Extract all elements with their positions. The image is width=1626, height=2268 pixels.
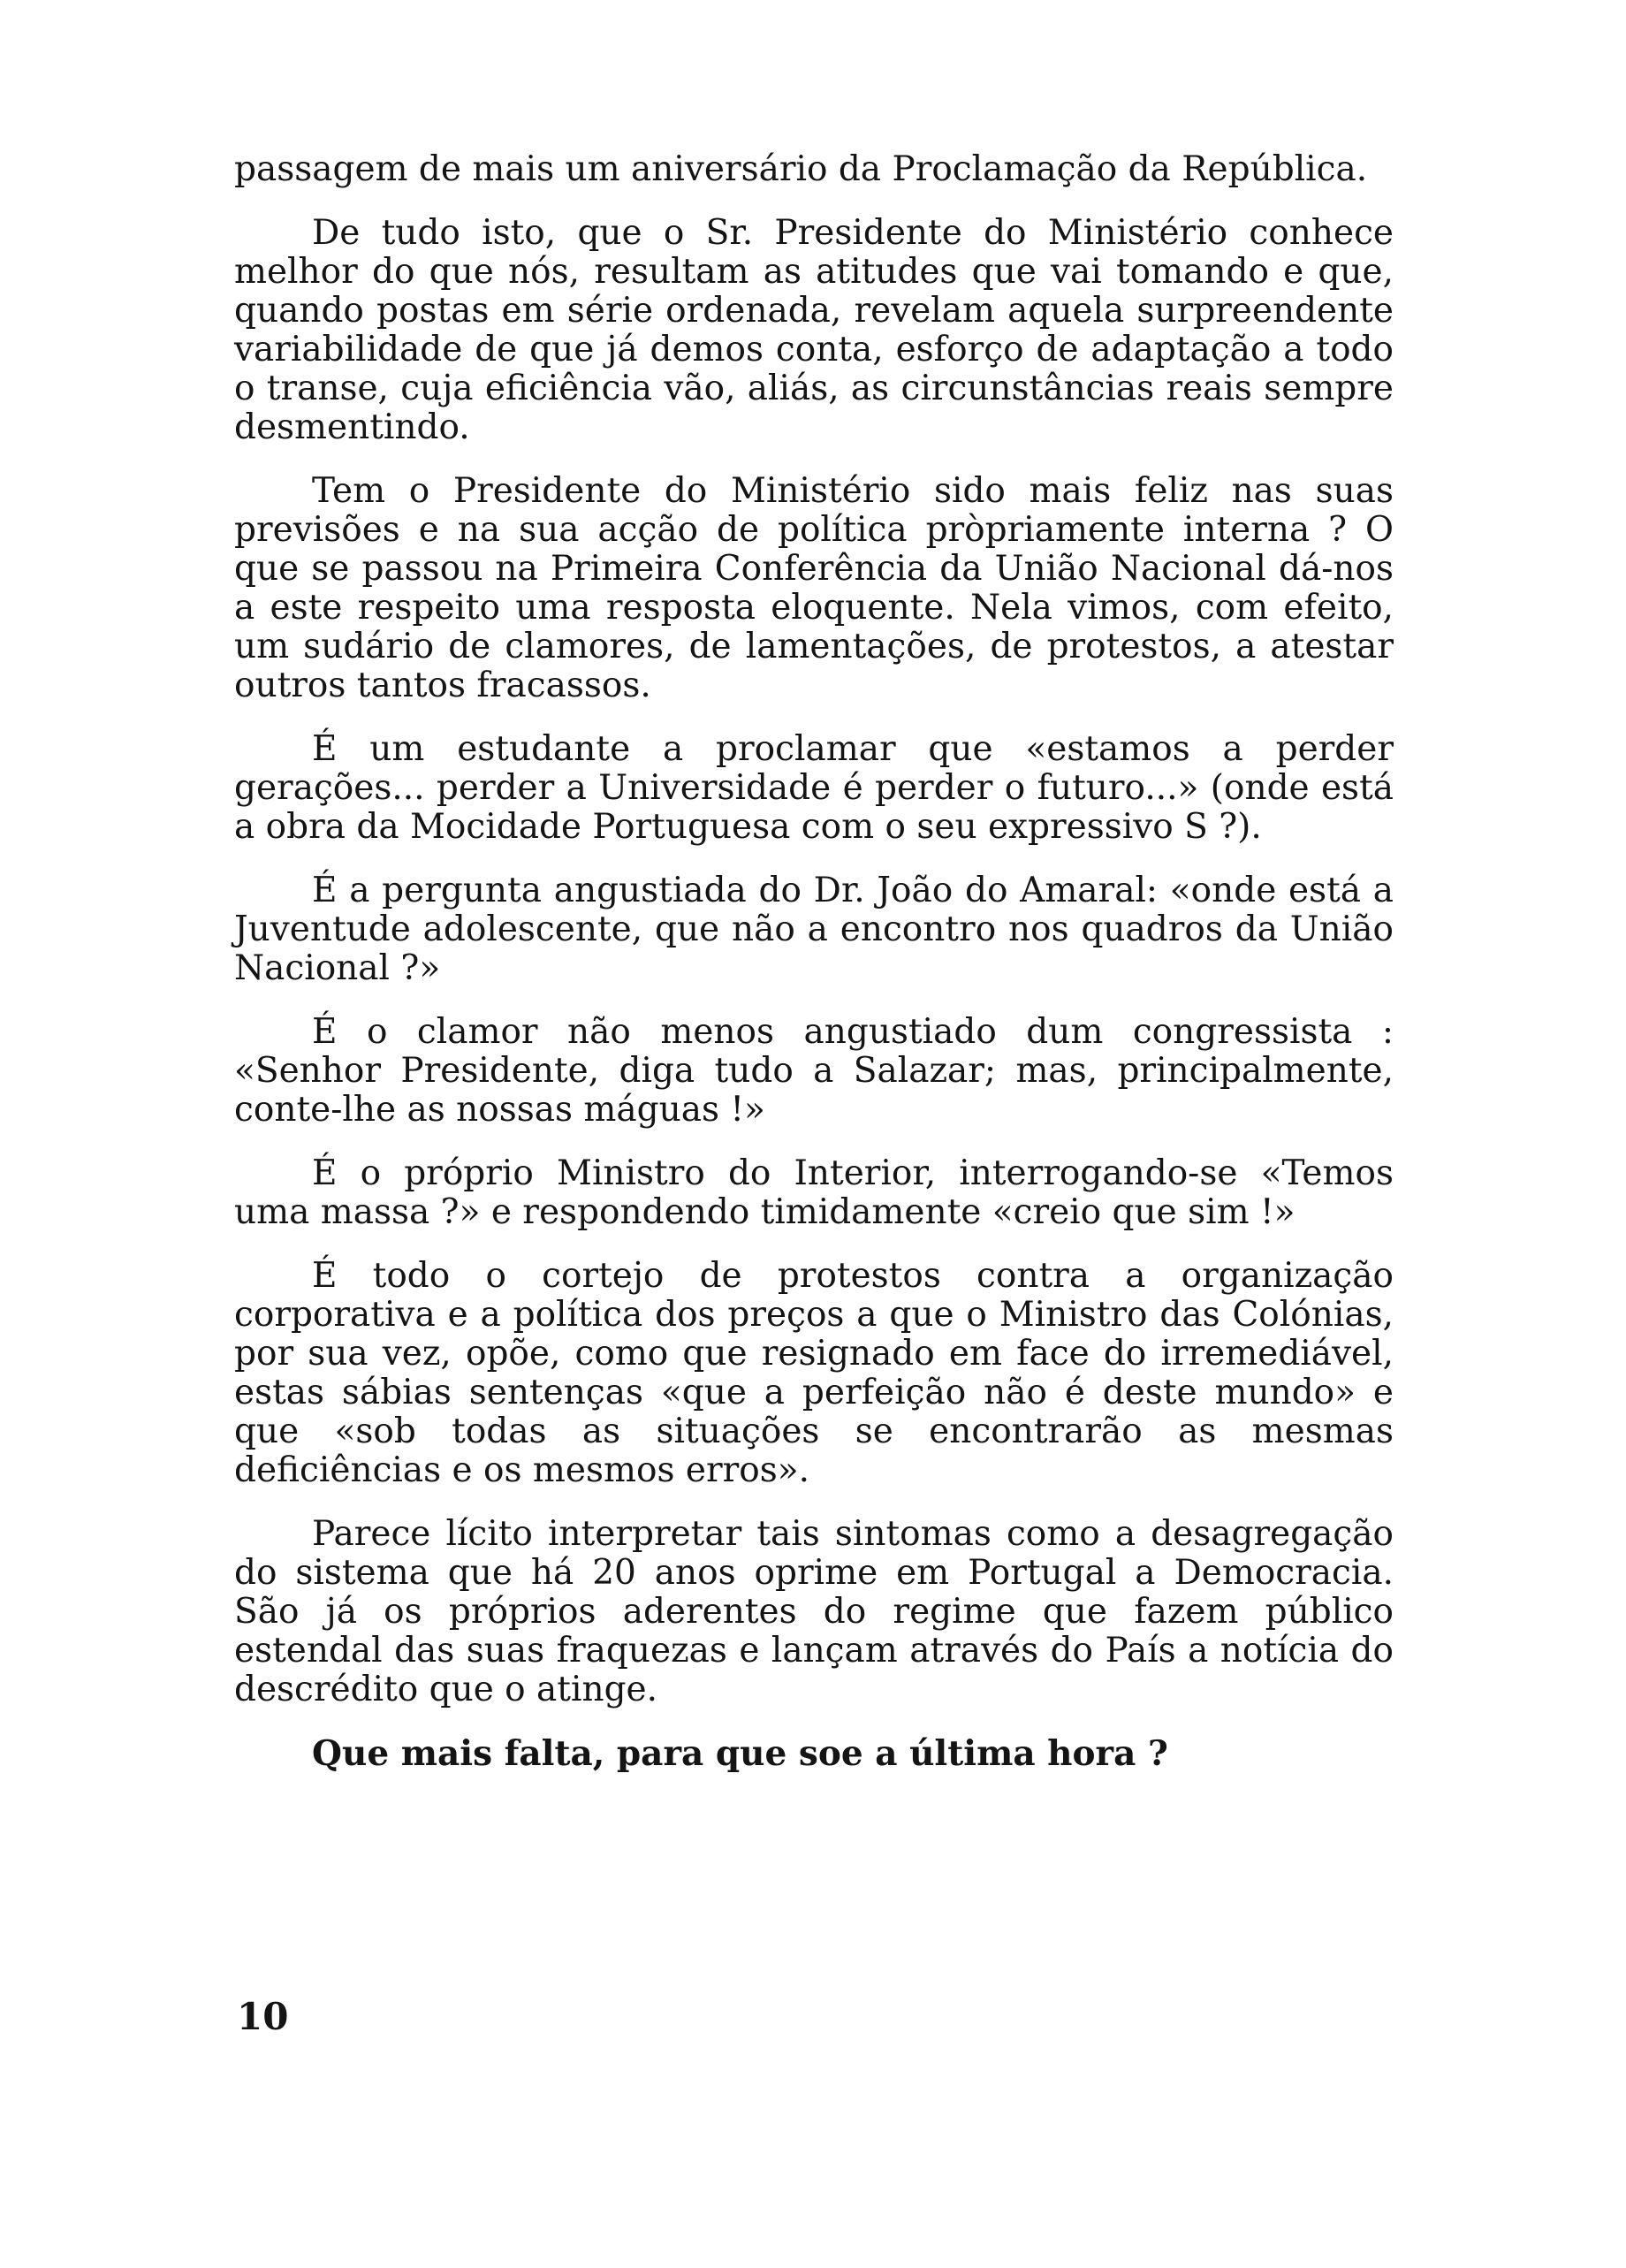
paragraph-6: É o clamor não menos angustiado dum congressista : «Senhor Presidente, diga tudo a Salazar; mas, principalmente, conte-lhe as nossas máguas !» (234, 1012, 1394, 1130)
paragraph-8: É todo o cortejo de protestos contra a organização corporativa e a política dos preços a que o Ministro das Colónias, por sua vez, opõe, como que resignado em face do irremediável, estas sábias sentenças «que a perfeição não é deste mundo» e que «sob todas as situações se encontrarão as mesmas deficiências e os mesmos erros». (234, 1256, 1394, 1490)
closing-question: Que mais falta, para que soe a última hora ? (312, 1733, 1168, 1774)
paragraph-1: passagem de mais um aniversário da Proclamação da República. (234, 149, 1368, 189)
paragraph-5: É a pergunta angustiada do Dr. João do Amaral: «onde está a Juventude adolescente, que não a encontro nos quadros da União Nacional ?» (234, 871, 1394, 988)
paragraph-3: Tem o Presidente do Ministério sido mais feliz nas suas previsões e na sua acção de política pròpriamente interna ? O que se passou na Primeira Conferência da União Nacional dá-nos a este respeito uma resposta eloquente. Nela vimos, com efeito, um sudário de clamores, de lamentações, de protestos, a atestar outros tantos fracassos. (234, 471, 1394, 705)
paragraph-7: É o próprio Ministro do Interior, interrogando-se «Temos uma massa ?» e respondendo timidamente «creio que sim !» (234, 1153, 1394, 1232)
paragraph-4: É um estudante a proclamar que «estamos a perder gerações... perder a Universidade é perder o futuro...» (onde está a obra da Mocidade Portuguesa com o seu expressivo S ?). (234, 729, 1394, 847)
page-body (234, 150, 1394, 1798)
page-number: 10 (237, 1995, 289, 2038)
paragraph-9: Parece lícito interpretar tais sintomas como a desagregação do sistema que há 20 anos oprime em Portugal a Democracia. São já os próprios aderentes do regime que fazem público estendal das suas fraquezas e lançam através do País a notícia do descrédito que o atinge. (234, 1514, 1394, 1709)
paragraph-2: De tudo isto, que o Sr. Presidente do Ministério conhece melhor do que nós, resultam as atitudes que vai tomando e que, quando postas em série ordenada, revelam aquela surpreendente variabilidade de que já demos conta, esforço de adaptação a todo o transe, cuja eficiência vão, aliás, as circunstâncias reais sempre desmentindo. (234, 213, 1394, 447)
